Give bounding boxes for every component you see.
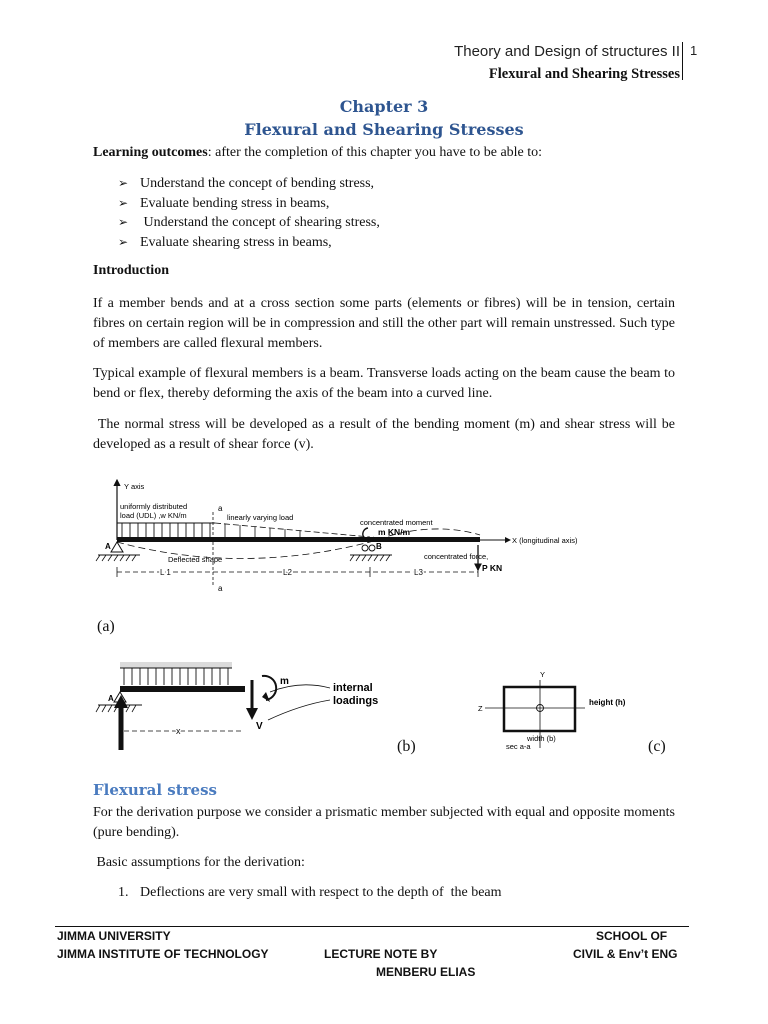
support-b-label: B [376,542,382,551]
section-label-a: a [218,584,223,593]
beam [117,537,480,542]
internal-loadings-label: internal [333,682,373,694]
force-value-label: P KN [482,563,503,573]
figure-a-caption: (a) [97,618,115,635]
intro-paragraph-2: Typical example of flexural members is a beam. Transverse loads acting on the beam cause the beam to bend or flex, thereby deforming the axis of the beam into a curved line. [93,366,675,401]
udl-label: load (UDL) ,w KN/m [120,511,187,520]
linearly-varying-load-label: linearly varying load [227,513,294,522]
free-body-diagram [90,655,420,765]
udl-arrows [122,523,210,537]
x-axis-label: X (longitudinal axis) [512,536,578,545]
y-axis-label: Y axis [124,482,145,491]
assumption-number: 1. [118,885,129,900]
section-label: sec a-a [506,742,531,751]
bullet-item: ➢ Understand the concept of shearing stress, [118,213,380,233]
intro-paragraph-3: The normal stress will be developed as a result of the bending moment (m) and shear stress will be developed as a result of shear force (v). [93,417,679,452]
section-rectangle [504,687,575,731]
udl-arrows [124,668,228,685]
support-a-label: A [108,694,114,703]
header-course: Theory and Design of structures II [454,43,680,60]
span-l1-label: L 1 [160,568,171,577]
span-l2-label: L2 [283,568,292,577]
y-axis-label: Y [540,670,546,679]
moment-value-label: m KN/m [378,527,411,537]
span-l3-label: L3 [414,568,423,577]
learning-outcomes-label: Learning outcomes [93,145,208,160]
learning-outcomes [93,143,675,163]
shear-label: V [256,721,263,732]
arrow-bullet-icon: ➢ [118,234,129,249]
chapter-title: Flexural and Shearing Stresses [244,120,524,139]
support-a-label: A [105,542,111,551]
bullet-item: ➢ Evaluate shearing stress in beams, [118,233,332,253]
section-label-a: a [218,504,223,513]
header-divider [682,42,683,80]
figure-b-caption: (b) [397,738,416,755]
learning-outcomes-text: : after the completion of this chapter you have to be able to: [207,145,543,160]
footer-institute: JIMMA INSTITUTE OF TECHNOLOGY [57,947,269,961]
intro-paragraph-1: If a member bends and at a cross section some parts (elements or fibres) will be in tension, certain fibres on certain region will be in compression and still the other part will remain unstressed. Such type of members are called flexural members. [93,296,675,351]
arrow-bullet-icon: ➢ [118,195,129,210]
figure-c-caption: (c) [648,738,666,755]
concentrated-moment-label: concentrated moment [360,518,433,527]
introduction-heading: Introduction [93,263,169,278]
footer-school-line-1: SCHOOL OF [596,929,668,943]
deflected-shape-label: Deflected shape [168,555,223,564]
arrow-bullet-icon: ➢ [118,176,129,190]
chapter-number: Chapter 3 [339,97,429,116]
flexural-stress-heading: Flexural stress [93,781,217,799]
footer-author: MENBERU ELIAS [376,965,476,979]
arrow-bullet-icon: ➢ [118,215,129,229]
concentrated-force-label: concentrated force, [424,552,489,561]
flexural-paragraph: For the derivation purpose we consider a prismatic member subjected with equal and opposite moments (pure bending). [93,805,675,840]
udl-label: uniformly distributed [120,502,188,511]
moment-label: m [280,676,289,687]
footer-divider [55,926,689,927]
bullet-item: ➢ Understand the concept of bending stress, [118,174,374,194]
height-label: height (h) [589,698,626,707]
lvl-arrows [225,524,300,537]
width-label: width (b) [527,734,556,743]
z-axis-label: Z [478,704,483,713]
footer-lecture-note: LECTURE NOTE BY [324,947,438,961]
assumptions-lead: Basic assumptions for the derivation: [93,855,305,870]
beam-loading-diagram [90,470,620,640]
footer-school-line-2: CIVIL & Env’t ENG [573,947,678,961]
bullet-item: ➢ Evaluate bending stress in beams, [118,194,329,214]
page-number: 1 [690,43,698,58]
beam-segment [120,686,245,692]
header-subtitle: Flexural and Shearing Stresses [488,66,680,82]
roller-support-icon [362,545,368,551]
distance-x-label: x [176,726,181,736]
assumption-item: Deflections are very small with respect to the depth of the beam [140,885,502,900]
footer-university: JIMMA UNIVERSITY [57,929,171,943]
internal-loadings-label: loadings [333,695,379,707]
